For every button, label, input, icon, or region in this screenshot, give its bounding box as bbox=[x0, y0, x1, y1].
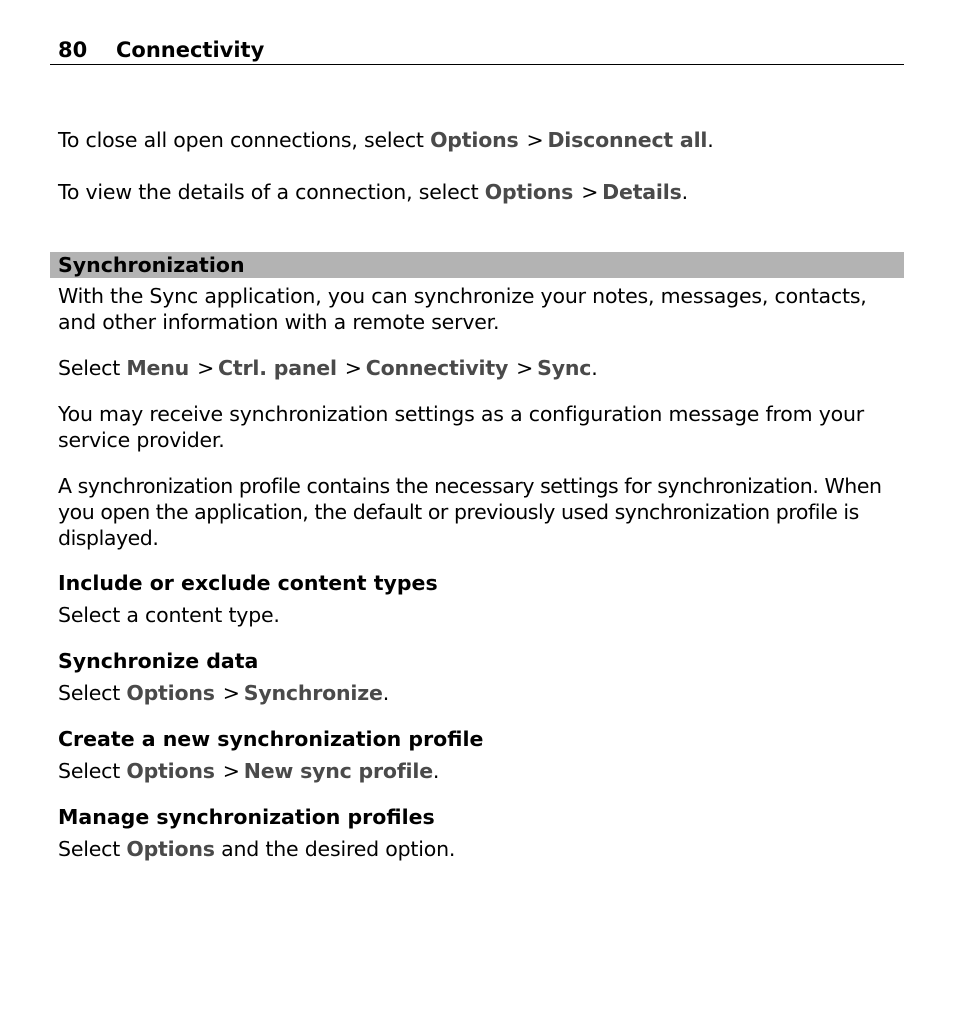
disconnect-all-term: Disconnect all bbox=[547, 128, 708, 152]
sync-term: Sync bbox=[537, 356, 592, 380]
path-separator: > bbox=[581, 180, 599, 204]
section-title: Synchronization bbox=[58, 253, 245, 277]
sentence-end: . bbox=[707, 128, 714, 152]
synchronize-term: Synchronize bbox=[243, 681, 383, 705]
path-separator: > bbox=[516, 356, 534, 380]
select-prefix: Select bbox=[58, 681, 127, 705]
sync-menu-path bbox=[58, 355, 904, 381]
select-prefix: Select bbox=[58, 837, 127, 861]
sentence-end: . bbox=[681, 180, 688, 204]
ctrl-panel-term: Ctrl. panel bbox=[218, 356, 337, 380]
page-header bbox=[50, 36, 904, 65]
options-term: Options bbox=[126, 681, 215, 705]
new-profile-heading: Create a new synchronization profile bbox=[58, 727, 484, 751]
options-term: Options bbox=[484, 180, 574, 204]
sentence-end: . bbox=[382, 681, 390, 705]
path-separator: > bbox=[344, 356, 362, 380]
path-separator: > bbox=[526, 128, 544, 152]
details-term: Details bbox=[602, 180, 682, 204]
menu-term: Menu bbox=[126, 356, 190, 380]
options-term: Options bbox=[126, 759, 215, 783]
connectivity-term: Connectivity bbox=[365, 356, 509, 380]
synchronize-data-heading: Synchronize data bbox=[58, 649, 259, 673]
synchronize-data-text bbox=[58, 680, 904, 706]
options-term: Options bbox=[126, 837, 215, 861]
manage-profiles-suffix: and the desired option. bbox=[214, 837, 456, 861]
sentence-end: . bbox=[591, 356, 598, 380]
content-types-text: Select a content type. bbox=[58, 603, 280, 627]
view-details-paragraph bbox=[58, 179, 904, 205]
manage-profiles-heading: Manage synchronization profiles bbox=[58, 805, 435, 829]
sync-description: With the Sync application, you can synchronize your notes, messages, contacts, and other information with a remote server. bbox=[58, 284, 867, 334]
options-term: Options bbox=[430, 128, 519, 152]
section-heading-bar bbox=[50, 252, 904, 278]
profile-note: A synchronization profile contains the necessary settings for synchronization. When you open the application, the default or previously used synchronization profile is displayed. bbox=[58, 474, 882, 550]
path-separator: > bbox=[197, 356, 215, 380]
path-prefix: Select bbox=[58, 356, 127, 380]
close-connections-prefix: To close all open connections, select bbox=[58, 128, 431, 152]
new-profile-text bbox=[58, 758, 904, 784]
page-number: 80 bbox=[58, 38, 88, 62]
view-details-prefix: To view the details of a connection, select bbox=[58, 180, 485, 204]
manage-profiles-text bbox=[58, 836, 904, 862]
config-message-note: You may receive synchronization settings as a configuration message from your service provider. bbox=[58, 402, 865, 452]
path-separator: > bbox=[222, 759, 240, 783]
close-connections-paragraph bbox=[58, 127, 904, 153]
select-prefix: Select bbox=[58, 759, 127, 783]
new-sync-profile-term: New sync profile bbox=[243, 759, 433, 783]
chapter-title: Connectivity bbox=[116, 38, 265, 62]
path-separator: > bbox=[222, 681, 240, 705]
sentence-end: . bbox=[432, 759, 440, 783]
content-types-heading: Include or exclude content types bbox=[58, 571, 438, 595]
